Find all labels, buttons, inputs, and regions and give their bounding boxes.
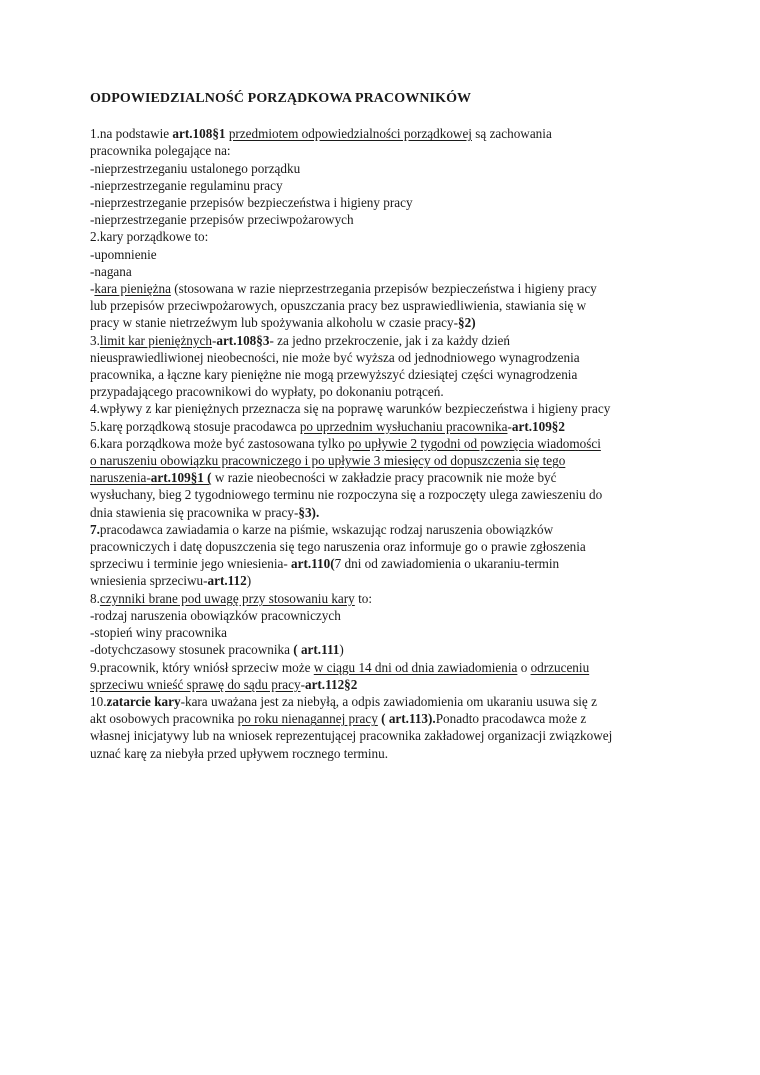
bold-text: zatarcie kary xyxy=(106,693,181,709)
text-line xyxy=(90,366,670,383)
bold-text: art.108§3 xyxy=(216,332,270,348)
text-line xyxy=(90,676,670,693)
text-run: lub przepisów przeciwpożarowych, opuszczania pracy bez usprawiedliwienia, stawiania się w xyxy=(90,298,587,314)
text-run: Ponadto pracodawca może z xyxy=(435,711,587,727)
text-run: sprzeciwu i terminie jego wniesienia- xyxy=(90,556,292,572)
text-line xyxy=(90,263,670,280)
text-run: 8. xyxy=(90,590,100,606)
text-line xyxy=(90,452,670,469)
text-line xyxy=(90,332,670,349)
text-run: -dotychczasowy stosunek pracownika xyxy=(90,642,294,658)
text-run: - xyxy=(211,332,217,348)
text-run: uznać karę za niebyła przed upływem rocznego terminu. xyxy=(90,745,389,761)
text-line xyxy=(90,727,670,744)
text-run: -nieprzestrzeganiu ustalonego porządku xyxy=(90,160,301,176)
text-line xyxy=(90,607,670,624)
text-run: - xyxy=(507,418,512,434)
text-run: 9.pracownik, który wniósł sprzeciw może xyxy=(90,659,314,675)
underlined-text: limit kar pieniężnych xyxy=(99,332,212,348)
underlined-text: sprzeciwu wnieść sprawę do sądu pracy xyxy=(90,676,301,692)
text-line xyxy=(90,177,670,194)
text-run: 6.kara porządkowa może być zastosowana tylko xyxy=(90,435,349,451)
text-line xyxy=(90,710,670,727)
bold-text: §2) xyxy=(458,315,476,331)
underlined-text: kara pieniężna xyxy=(94,281,171,297)
text-run: 7 dni od zawiadomienia o ukaraniu-termin xyxy=(334,556,560,572)
text-run: wniesienia sprzeciwu- xyxy=(90,573,208,589)
text-line xyxy=(90,160,670,177)
text-run: pracownika, a łączne kary pieniężne nie mogą przewyższyć dziesiątej części wynagrodzenia xyxy=(90,367,578,383)
document-text xyxy=(90,125,670,762)
text-run: - xyxy=(90,281,95,297)
text-run: ) xyxy=(339,642,344,658)
text-line xyxy=(90,486,670,503)
text-run: dnia stawienia się pracownika w pracy- xyxy=(90,504,299,520)
text-run: to: xyxy=(354,590,372,606)
text-run: -rodzaj naruszenia obowiązków pracowniczych xyxy=(90,607,341,623)
bold-text: art.109§1 ( xyxy=(150,470,212,486)
text-run: -nieprzestrzeganie przepisów przeciwpożarowych xyxy=(90,212,354,228)
text-run: pracownika polegające na: xyxy=(90,143,231,159)
text-run: własnej inicjatywy lub na wniosek reprezentującej pracownika zakładowej organizacji związkowej xyxy=(90,728,613,744)
text-line xyxy=(90,125,670,142)
text-line xyxy=(90,142,670,159)
text-line xyxy=(90,435,670,452)
text-run: -nieprzestrzeganie regulaminu pracy xyxy=(90,177,283,193)
text-run: przypadającego pracownikowi do wypłaty, po dokonaniu potrąceń. xyxy=(90,384,444,400)
text-line xyxy=(90,641,670,658)
text-run: są zachowania xyxy=(471,126,552,142)
text-line xyxy=(90,418,670,435)
underlined-text: po uprzednim wysłuchaniu pracownika xyxy=(299,418,508,434)
underlined-text: odrzuceniu xyxy=(530,659,590,675)
text-run: 5.karę porządkową stosuje pracodawca xyxy=(90,418,300,434)
text-line xyxy=(90,280,670,297)
text-line xyxy=(90,211,670,228)
text-run: wysłuchany, bieg 2 tygodniowego terminu nie rozpoczyna się a rozpoczęty ulega zawieszeniu do xyxy=(90,487,603,503)
bold-text: §3). xyxy=(298,504,320,520)
text-line xyxy=(90,228,670,245)
bold-text: ( art.111 xyxy=(293,642,340,658)
text-run: -stopień winy pracownika xyxy=(90,625,227,641)
text-run: 4.wpływy z kar pieniężnych przeznacza się na poprawę warunków bezpieczeństwa i higieny pracy xyxy=(90,401,611,417)
text-line xyxy=(90,590,670,607)
bold-text: art.110( xyxy=(291,556,335,572)
text-run: -kara uważana jest za niebyłą, a odpis zawiadomienia om ukaraniu usuwa się z xyxy=(180,693,597,709)
text-run: (stosowana w razie nieprzestrzegania przepisów bezpieczeństwa i higieny pracy xyxy=(170,281,597,297)
text-run: 10. xyxy=(90,693,107,709)
text-line xyxy=(90,555,670,572)
document-body xyxy=(90,90,670,762)
bold-text: art.109§2 xyxy=(511,418,565,434)
text-line xyxy=(90,572,670,589)
bold-text: ( art.113). xyxy=(381,711,436,727)
text-line xyxy=(90,246,670,263)
text-line xyxy=(90,624,670,641)
text-line xyxy=(90,659,670,676)
text-line xyxy=(90,538,670,555)
underlined-text: przedmiotem odpowiedzialności porządkowej xyxy=(228,126,472,142)
text-line xyxy=(90,400,670,417)
bold-text: 7. xyxy=(90,521,100,537)
text-line xyxy=(90,297,670,314)
bold-text: art.112 xyxy=(207,573,247,589)
text-line xyxy=(90,349,670,366)
text-run: pracowniczych i datę dopuszczenia się tego naruszenia oraz informuje go o prawie zgłoszenia xyxy=(90,539,586,555)
underlined-text: po upływie 2 tygodni od powzięcia wiadomości xyxy=(348,435,601,451)
bold-text: art.108§1 xyxy=(172,126,226,142)
text-run: akt osobowych pracownika xyxy=(90,711,238,727)
text-run: pracy w stanie nietrzeźwym lub spożywania alkoholu w czasie pracy- xyxy=(90,315,459,331)
text-run: -nieprzestrzeganie przepisów bezpieczeństwa i higieny pracy xyxy=(90,195,413,211)
text-line xyxy=(90,504,670,521)
bold-text: art.112§2 xyxy=(304,676,358,692)
underlined-text: czynniki brane pod uwagę przy stosowaniu kary xyxy=(99,590,355,606)
text-run: - xyxy=(300,676,305,692)
text-line xyxy=(90,194,670,211)
text-line xyxy=(90,314,670,331)
text-run: o xyxy=(517,659,531,675)
text-run: pracodawca zawiadamia o karze na piśmie, wskazując rodzaj naruszenia obowiązków xyxy=(99,521,554,537)
text-run: - za jedno przekroczenie, jak i za każdy dzień xyxy=(269,332,511,348)
text-line xyxy=(90,745,670,762)
text-run: 3. xyxy=(90,332,100,348)
text-line xyxy=(90,693,670,710)
underlined-text: po roku nienagannej pracy xyxy=(237,711,378,727)
text-line xyxy=(90,383,670,400)
underlined-text: o naruszeniu obowiązku pracowniczego i po upływie 3 miesięcy od dopuszczenia się tego xyxy=(90,453,566,469)
document-title: ODPOWIEDZIALNOŚĆ PORZĄDKOWA PRACOWNIKÓW xyxy=(90,91,472,106)
text-run: w razie nieobecności w zakładzie pracy pracownik nie może być xyxy=(211,470,557,486)
text-run: 2.kary porządkowe to: xyxy=(90,229,209,245)
text-line xyxy=(90,521,670,538)
text-run: ) xyxy=(246,573,252,589)
text-run: nieusprawiedliwionej nieobecności, nie może być wyższa od jednodniowego wynagrodzenia xyxy=(90,349,580,365)
text-run: -upomnienie xyxy=(90,246,157,262)
underlined-text: naruszenia- xyxy=(90,470,151,486)
text-run: 1.na podstawie xyxy=(90,126,173,142)
underlined-text: w ciągu 14 dni od dnia zawiadomienia xyxy=(313,659,518,675)
text-run: -nagana xyxy=(90,263,132,279)
text-line xyxy=(90,469,670,486)
